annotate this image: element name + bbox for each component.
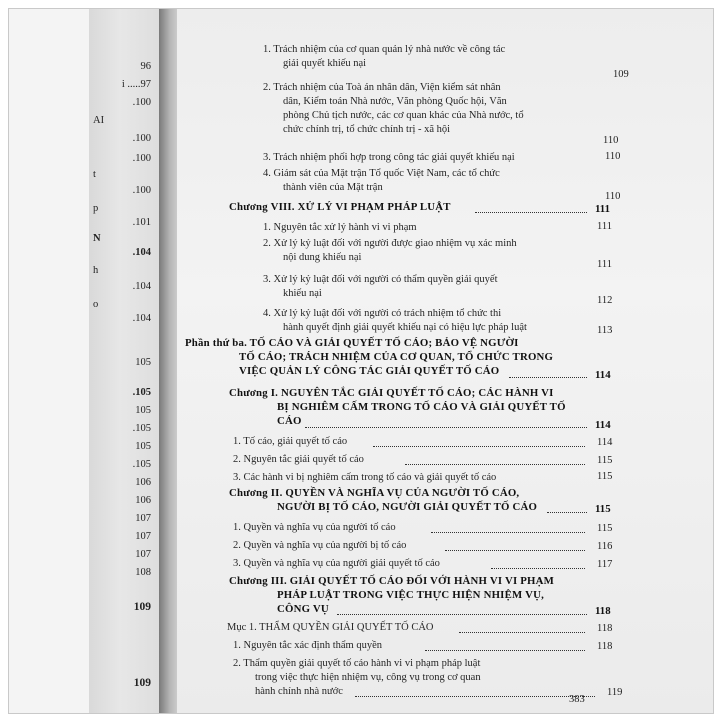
left-margin-number: i .....97: [121, 79, 151, 90]
toc-line: 2. Thẩm quyền giải quyết tố cáo hành vi vi phạm pháp luật: [233, 658, 481, 669]
toc-line: hành quyết định giải quyết khiếu nại có hiệu lực pháp luật: [283, 322, 527, 333]
toc-line: thành viên của Mặt trận: [283, 182, 383, 193]
left-margin-number: 107: [135, 531, 151, 542]
leader-dots: [491, 568, 585, 569]
toc-line: hành chính nhà nước: [255, 686, 343, 697]
leader-dots: [431, 532, 585, 533]
toc-line: 1. Tố cáo, giải quyết tố cáo: [233, 436, 348, 447]
left-margin-number: 106: [135, 495, 151, 506]
toc-page: 110: [605, 191, 621, 202]
left-margin-number: N: [93, 233, 101, 244]
leader-dots: [337, 614, 587, 615]
toc-line: 2. Trách nhiệm của Toà án nhân dân, Viện kiểm sát nhân: [263, 82, 501, 93]
leader-dots: [509, 377, 587, 378]
leader-dots: [355, 696, 595, 697]
toc-line: dân, Kiểm toán Nhà nước, Văn phòng Quốc hội, Văn: [283, 96, 507, 107]
toc-page: 115: [597, 523, 613, 534]
toc-line: phòng Chủ tịch nước, các cơ quan khác của Nhà nước, tổ: [283, 110, 524, 121]
toc-page: 115: [597, 471, 613, 482]
left-page-edge: [89, 9, 167, 713]
toc-line: 1. Quyền và nghĩa vụ của người tố cáo: [233, 522, 396, 533]
photo-frame: [8, 8, 714, 714]
left-margin-number: 107: [135, 513, 151, 524]
toc-page: 118: [597, 641, 613, 652]
chapter-heading: CÔNG VỤ: [277, 603, 329, 615]
toc-page: 110: [605, 151, 621, 162]
toc-line: 3. Trách nhiệm phối hợp trong công tác giải quyết khiếu nại: [263, 152, 515, 163]
chapter-heading: Chương I. NGUYÊN TẮC GIẢI QUYẾT TỐ CÁO; CÁC HÀNH VI: [229, 387, 554, 399]
left-margin-number: 105: [135, 405, 151, 416]
toc-page: 112: [597, 295, 613, 306]
toc-line: 3. Quyền và nghĩa vụ của người giải quyết tố cáo: [233, 558, 440, 569]
leader-dots: [475, 212, 587, 213]
leader-dots: [425, 650, 585, 651]
leader-dots: [373, 446, 585, 447]
left-margin-number: 105: [135, 441, 151, 452]
toc-page: 114: [595, 369, 611, 381]
left-margin-number: .101: [132, 217, 151, 228]
toc-page: 116: [597, 541, 613, 552]
toc-line: 2. Xử lý kỷ luật đối với người được giao nhiệm vụ xác minh: [263, 238, 517, 249]
chapter-heading: PHÁP LUẬT TRONG VIỆC THỰC HIỆN NHIỆM VỤ,: [277, 589, 544, 601]
toc-page: 111: [597, 259, 612, 270]
left-margin-number: .104: [132, 247, 151, 258]
right-page: [177, 9, 713, 713]
left-margin-number: .104: [132, 313, 151, 324]
chapter-heading: Chương VIII. XỬ LÝ VI PHẠM PHÁP LUẬT: [229, 201, 451, 213]
left-margin-number: t: [93, 169, 96, 180]
part-heading: VIỆC QUẢN LÝ CÔNG TÁC GIẢI QUYẾT TỐ CÁO: [239, 365, 500, 377]
left-margin-number: 109: [133, 677, 151, 689]
leader-dots: [445, 550, 585, 551]
toc-page: 111: [595, 203, 611, 215]
part-heading: TỐ CÁO; TRÁCH NHIỆM CỦA CƠ QUAN, TỔ CHỨC TRONG: [239, 351, 554, 363]
left-margin-number: h: [93, 265, 99, 276]
left-margin-number: AI: [93, 115, 105, 126]
left-margin-number: .100: [132, 97, 151, 108]
toc-line: 4. Xử lý kỷ luật đối với người có trách nhiệm tổ chức thi: [263, 308, 502, 319]
toc-page: 118: [597, 623, 613, 634]
toc-page: 115: [597, 455, 613, 466]
left-margin-number: .100: [132, 153, 151, 164]
left-margin-number: .105: [132, 387, 151, 398]
toc-line: chức chính trị, tổ chức chính trị - xã hội: [283, 124, 451, 135]
left-margin-number: .104: [132, 281, 151, 292]
left-margin-number: 106: [135, 477, 151, 488]
chapter-heading: CÁO: [277, 415, 302, 427]
toc-line: 3. Xử lý kỷ luật đối với người có thẩm quyền giải quyết: [263, 274, 498, 285]
toc-line: 2. Quyền và nghĩa vụ của người bị tố cáo: [233, 540, 407, 551]
toc-page: 119: [607, 687, 623, 698]
toc-line: 1. Nguyên tắc xử lý hành vi vi phạm: [263, 222, 417, 233]
left-margin-number: 96: [140, 61, 151, 72]
toc-page: 111: [597, 221, 612, 232]
toc-page: 109: [613, 69, 629, 80]
left-margin-number: p: [93, 203, 99, 214]
toc-line: trong việc thực hiện nhiệm vụ, công vụ trong cơ quan: [255, 672, 481, 683]
toc-page: 117: [597, 559, 613, 570]
left-margin-number: 108: [135, 567, 151, 578]
left-margin-number: .100: [132, 133, 151, 144]
toc-page: 114: [597, 437, 613, 448]
chapter-heading: Chương II. QUYỀN VÀ NGHĨA VỤ CỦA NGƯỜI TỐ CÁO,: [229, 487, 520, 499]
leader-dots: [305, 427, 587, 428]
toc-page: 110: [603, 135, 619, 146]
toc-line: 1. Nguyên tắc xác định thẩm quyền: [233, 640, 382, 651]
toc-page: 113: [597, 325, 613, 336]
leader-dots: [459, 632, 585, 633]
section-heading: Mục 1. THẨM QUYỀN GIẢI QUYẾT TỐ CÁO: [227, 622, 434, 633]
toc-line: khiếu nại: [283, 288, 322, 299]
toc-page: 115: [595, 503, 611, 515]
toc-line: nội dung khiếu nại: [283, 252, 362, 263]
toc-line: 4. Giám sát của Mặt trận Tổ quốc Việt Nam, các tổ chức: [263, 168, 500, 179]
toc-line: 3. Các hành vi bị nghiêm cấm trong tố cáo và giải quyết tố cáo: [233, 472, 497, 483]
toc-page: 114: [595, 419, 611, 431]
toc-line: 1. Trách nhiệm của cơ quan quản lý nhà nước về công tác: [263, 44, 506, 55]
toc-line: 2. Nguyên tắc giải quyết tố cáo: [233, 454, 364, 465]
left-margin-number: 107: [135, 549, 151, 560]
toc-line: giải quyết khiếu nại: [283, 58, 367, 69]
page-number: 383: [569, 694, 585, 705]
left-margin-number: o: [93, 299, 99, 310]
left-margin-number: 109: [133, 601, 151, 613]
toc-page: 118: [595, 605, 611, 617]
leader-dots: [405, 464, 585, 465]
chapter-heading: BỊ NGHIÊM CẤM TRONG TỐ CÁO VÀ GIẢI QUYẾT TỐ: [277, 401, 566, 413]
chapter-heading: NGƯỜI BỊ TỐ CÁO, NGƯỜI GIẢI QUYẾT TỐ CÁO: [277, 501, 538, 513]
left-margin-number: .105: [132, 423, 151, 434]
part-heading: Phần thứ ba. TỐ CÁO VÀ GIẢI QUYẾT TỐ CÁO; BẢO VỆ NGƯỜI: [185, 337, 519, 349]
leader-dots: [547, 512, 587, 513]
left-margin-number: .105: [132, 459, 151, 470]
chapter-heading: Chương III. GIẢI QUYẾT TỐ CÁO ĐỐI VỚI HÀNH VI VI PHẠM: [229, 575, 555, 587]
left-margin-number: 105: [135, 357, 151, 368]
left-margin-number: .100: [132, 185, 151, 196]
